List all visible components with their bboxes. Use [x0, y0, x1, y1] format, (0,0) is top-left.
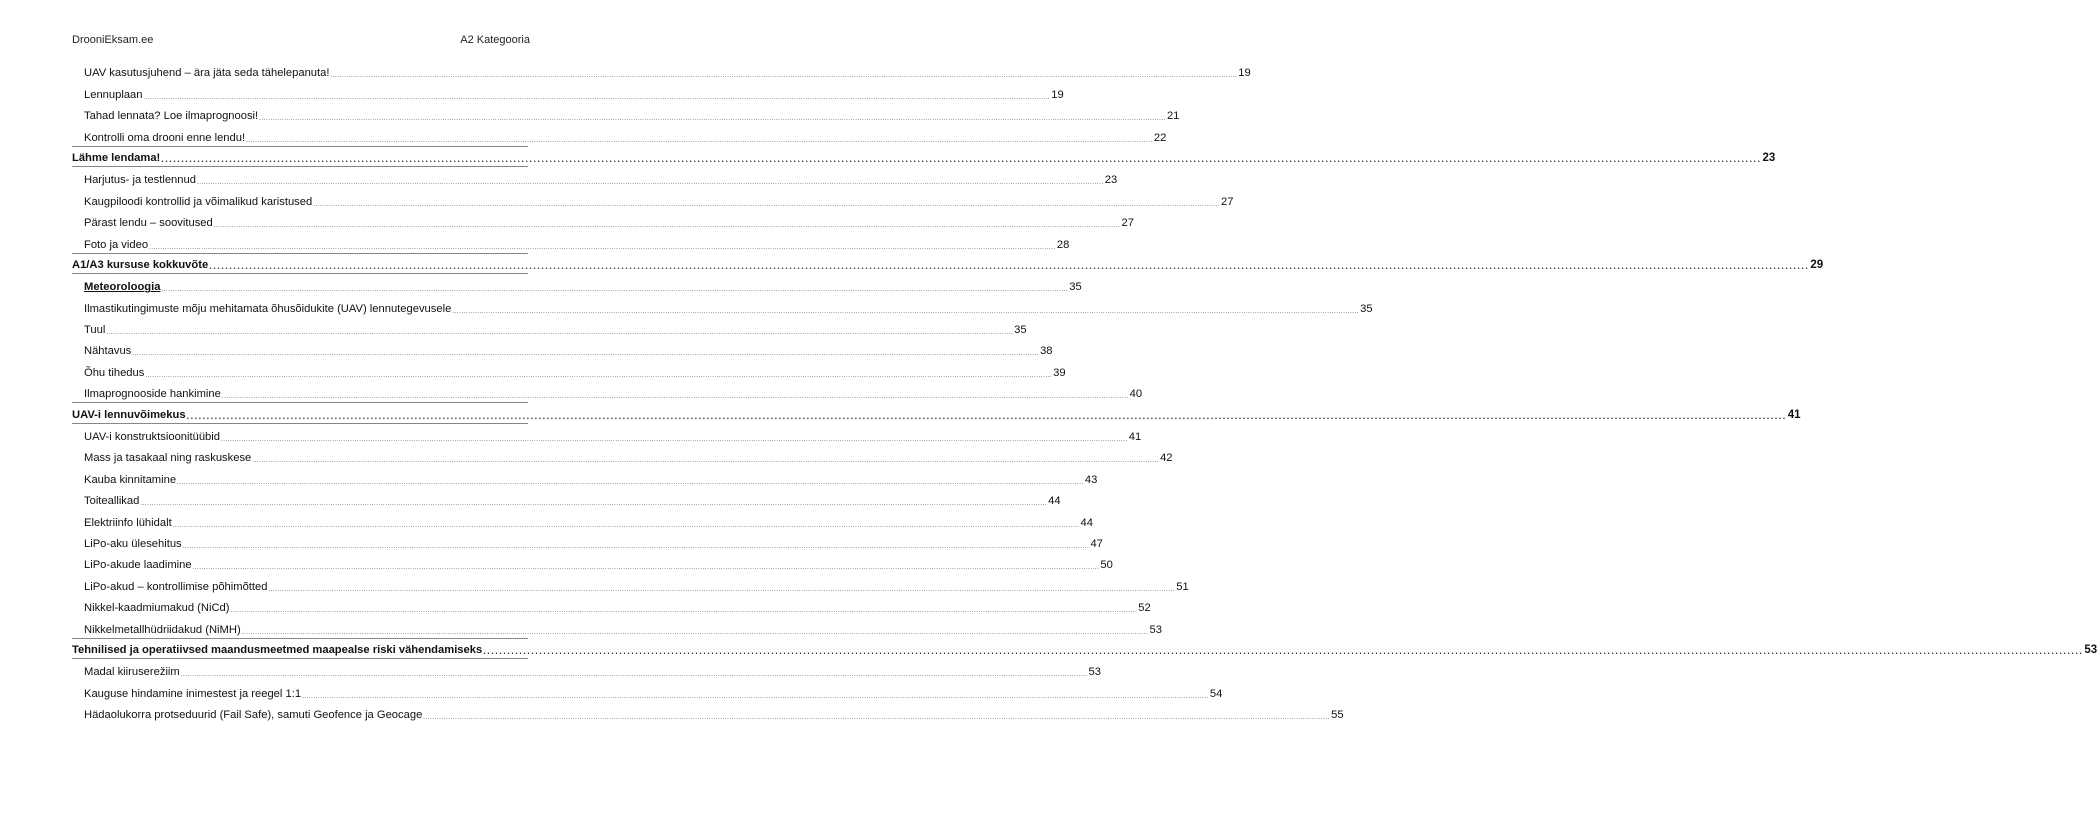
toc-page-number: 51 [1176, 580, 1189, 593]
toc-page-number: 35 [1360, 302, 1373, 315]
dot-leader: ................................................................................................................................................................................................................................................................................................................................................................................................................ [192, 565, 1100, 572]
toc-page-number: 28 [1056, 238, 1070, 251]
toc-entry-title: UAV-i lennuvõimekus [72, 408, 186, 421]
dot-leader: ................................................................................................................................................................................................................................................................................................................................................................................................................ [106, 330, 1014, 337]
toc-chapter-row[interactable] [72, 253, 1824, 274]
toc-page-number: 27 [1221, 195, 1234, 208]
toc-page-number: 42 [1160, 452, 1173, 465]
toc-page-number: 19 [1051, 88, 1064, 101]
toc-entry-title: Meteoroloogia [84, 281, 161, 294]
toc-section-row[interactable] [72, 60, 1251, 81]
toc-page-number: 29 [1810, 258, 1824, 271]
dot-leader: ................................................................................................................................................................................................................................................................................................................................................................................................................ [177, 479, 1084, 486]
toc-page-number: 53 [1149, 623, 1162, 636]
toc-section-row[interactable] [72, 552, 1113, 573]
toc-page-number: 39 [1053, 366, 1066, 379]
dot-leader: ................................................................................................................................................................................................................................................................................................................................................................................................................ [196, 180, 1104, 187]
toc-page-number: 35 [1069, 281, 1082, 294]
site-name: DrooniEksam.ee [72, 34, 154, 46]
dot-leader: ................................................................................................................................................................................................................................................................................................................................................................................................................ [182, 543, 1090, 550]
toc-section-row[interactable] [72, 167, 1118, 188]
toc-entry-title: LiPo-aku ülesehitus [84, 537, 182, 550]
toc-entry-title: Tehnilised ja operatiivsed maandusmeetmed maapealse riski vähendamiseks [72, 643, 483, 656]
toc-page-number: 41 [1787, 408, 1801, 421]
toc-section-row[interactable] [72, 317, 1027, 338]
page-header [72, 34, 530, 46]
toc-page-number: 41 [1128, 431, 1142, 444]
toc-section-row[interactable] [72, 295, 1373, 316]
toc-section-row[interactable] [72, 124, 1167, 145]
toc-section-row[interactable] [72, 81, 1064, 102]
toc-page-number: 35 [1014, 324, 1027, 337]
toc-section-row[interactable] [72, 103, 1180, 124]
toc-section-row[interactable] [72, 702, 1344, 723]
toc-entry-title: Nikkelmetallhüdriidakud (NiMH) [84, 623, 241, 636]
toc-entry-title: Toiteallikad [84, 495, 140, 508]
toc-entry-title: Kontrolli oma drooni enne lendu! [84, 131, 246, 144]
dot-leader: ................................................................................................................................................................................................................................................................................................................................................................................................................ [180, 672, 1088, 679]
toc-entry-title: Harjutus- ja testlennud [84, 174, 196, 187]
toc-page-number: 55 [1331, 709, 1344, 722]
toc-section-row[interactable] [72, 680, 1223, 701]
toc-entry-title: LiPo-akude laadimine [84, 559, 192, 572]
dot-leader: ................................................................................................................................................................................................................................................................................................................................................................................................................ [230, 608, 1138, 615]
toc-page-number: 40 [1129, 388, 1143, 401]
dot-leader: ................................................................................................................................................................................................................................................................................................................................................................................................................ [220, 437, 1128, 444]
dot-leader: ................................................................................................................................................................................................................................................................................................................................................................................................................ [209, 260, 1810, 271]
toc-page-number: 21 [1166, 110, 1180, 123]
toc-entry-title: Kaugpiloodi kontrollid ja võimalikud karistused [84, 195, 313, 208]
toc-page-number: 50 [1100, 559, 1113, 572]
dot-leader: ................................................................................................................................................................................................................................................................................................................................................................................................................ [259, 116, 1166, 123]
dot-leader: ................................................................................................................................................................................................................................................................................................................................................................................................................ [143, 94, 1051, 101]
dot-leader: ................................................................................................................................................................................................................................................................................................................................................................................................................ [172, 522, 1080, 529]
toc-entry-title: Foto ja video [84, 238, 149, 251]
toc-entry-title: UAV-i konstruktsioonitüübid [84, 431, 220, 444]
dot-leader: ................................................................................................................................................................................................................................................................................................................................................................................................................ [213, 223, 1121, 230]
toc-page-number: 19 [1238, 67, 1251, 80]
toc-section-row[interactable] [72, 338, 1053, 359]
dot-leader: ................................................................................................................................................................................................................................................................................................................................................................................................................ [161, 153, 1762, 164]
toc-entry-title: UAV kasutusjuhend – ära jäta seda tähelepanuta! [84, 67, 330, 80]
dot-leader: ................................................................................................................................................................................................................................................................................................................................................................................................................ [149, 244, 1056, 251]
toc-entry-title: Nikkel-kaadmiumakud (NiCd) [84, 602, 230, 615]
toc-chapter-row[interactable] [72, 146, 1776, 167]
category-label: A2 Kategooria [460, 34, 530, 46]
toc-entry-title: Hädaolukorra protseduurid (Fail Safe), samuti Geofence ja Geocage [84, 709, 423, 722]
toc-entry-title: Kauguse hindamine inimestest ja reegel 1:1 [84, 687, 302, 700]
toc-section-row[interactable] [72, 488, 1061, 509]
toc-entry-title: Mass ja tasakaal ning raskuskese [84, 452, 252, 465]
toc-page-number: 38 [1040, 345, 1053, 358]
toc-entry-title: Lähme lendama! [72, 151, 161, 164]
dot-leader: ................................................................................................................................................................................................................................................................................................................................................................................................................ [330, 73, 1238, 80]
toc-section-row[interactable] [72, 445, 1173, 466]
toc-page-number: 23 [1762, 151, 1776, 164]
dot-leader: ................................................................................................................................................................................................................................................................................................................................................................................................................ [186, 410, 1787, 421]
toc-entry-title: A1/A3 kursuse kokkuvõte [72, 258, 209, 271]
toc-section-row[interactable] [72, 424, 1142, 445]
dot-leader: ................................................................................................................................................................................................................................................................................................................................................................................................................ [423, 715, 1331, 722]
toc-page-number: 23 [1104, 174, 1118, 187]
toc-page-number: 44 [1080, 516, 1093, 529]
toc-page-number: 22 [1153, 131, 1167, 144]
dot-leader: ................................................................................................................................................................................................................................................................................................................................................................................................................ [145, 372, 1053, 379]
toc-section-row[interactable] [72, 616, 1162, 637]
dot-leader: ................................................................................................................................................................................................................................................................................................................................................................................................................ [452, 308, 1360, 315]
toc-page-number: 52 [1138, 602, 1151, 615]
toc-section-row[interactable] [72, 381, 1143, 402]
toc-page-number: 47 [1090, 537, 1103, 550]
dot-leader: ................................................................................................................................................................................................................................................................................................................................................................................................................ [246, 137, 1153, 144]
toc-page-number: 53 [1088, 666, 1101, 679]
toc-entry-title: Tuul [84, 324, 106, 337]
toc-entry-title: LiPo-akud – kontrollimise põhimõtted [84, 580, 268, 593]
toc-page-number: 54 [1209, 687, 1223, 700]
toc-section-row[interactable] [72, 573, 1189, 594]
toc-entry-title: Elektriinfo lühidalt [84, 516, 172, 529]
dot-leader: ................................................................................................................................................................................................................................................................................................................................................................................................................ [268, 586, 1176, 593]
toc-page-number: 44 [1048, 495, 1061, 508]
toc-section-row[interactable] [72, 466, 1098, 487]
toc-chapter-row[interactable] [72, 402, 1801, 423]
toc-section-row[interactable] [72, 509, 1093, 530]
toc-entry-title: Õhu tihedus [84, 366, 145, 379]
toc-section-row[interactable] [72, 210, 1134, 231]
toc-entry-title: Ilmastikutingimuste mõju mehitamata õhusõidukite (UAV) lennutegevusele [84, 302, 452, 315]
dot-leader: ................................................................................................................................................................................................................................................................................................................................................................................................................ [241, 629, 1149, 636]
toc-section-row[interactable] [72, 359, 1066, 380]
toc-page-number: 27 [1121, 217, 1134, 230]
dot-leader: ................................................................................................................................................................................................................................................................................................................................................................................................................ [483, 645, 2084, 656]
dot-leader: ................................................................................................................................................................................................................................................................................................................................................................................................................ [140, 501, 1048, 508]
toc-entry-title: Kauba kinnitamine [84, 473, 177, 486]
toc-page-number: 53 [2084, 643, 2097, 656]
dot-leader: ................................................................................................................................................................................................................................................................................................................................................................................................................ [221, 394, 1129, 401]
toc-section-row[interactable] [72, 231, 1070, 252]
toc-section-row[interactable] [72, 274, 1082, 295]
toc-section-row[interactable] [72, 595, 1151, 616]
toc-chapter-row[interactable] [72, 638, 2097, 659]
dot-leader: ................................................................................................................................................................................................................................................................................................................................................................................................................ [132, 351, 1040, 358]
toc-entry-title: Tahad lennata? Loe ilmaprognoosi! [84, 110, 259, 123]
toc-section-row[interactable] [72, 531, 1103, 552]
toc-entry-title: Ilmaprognooside hankimine [84, 388, 221, 401]
toc-section-row[interactable] [72, 188, 1234, 209]
toc-entry-title: Pärast lendu – soovitused [84, 217, 213, 230]
toc-entry-title: Madal kiiruserežiim [84, 666, 180, 679]
table-of-contents [72, 60, 2097, 723]
dot-leader: ................................................................................................................................................................................................................................................................................................................................................................................................................ [161, 287, 1069, 294]
dot-leader: ................................................................................................................................................................................................................................................................................................................................................................................................................ [302, 693, 1209, 700]
toc-page-number: 43 [1084, 473, 1098, 486]
toc-entry-title: Lennuplaan [84, 88, 143, 101]
dot-leader: ................................................................................................................................................................................................................................................................................................................................................................................................................ [252, 458, 1160, 465]
dot-leader: ................................................................................................................................................................................................................................................................................................................................................................................................................ [313, 201, 1221, 208]
toc-section-row[interactable] [72, 659, 1101, 680]
toc-entry-title: Nähtavus [84, 345, 132, 358]
